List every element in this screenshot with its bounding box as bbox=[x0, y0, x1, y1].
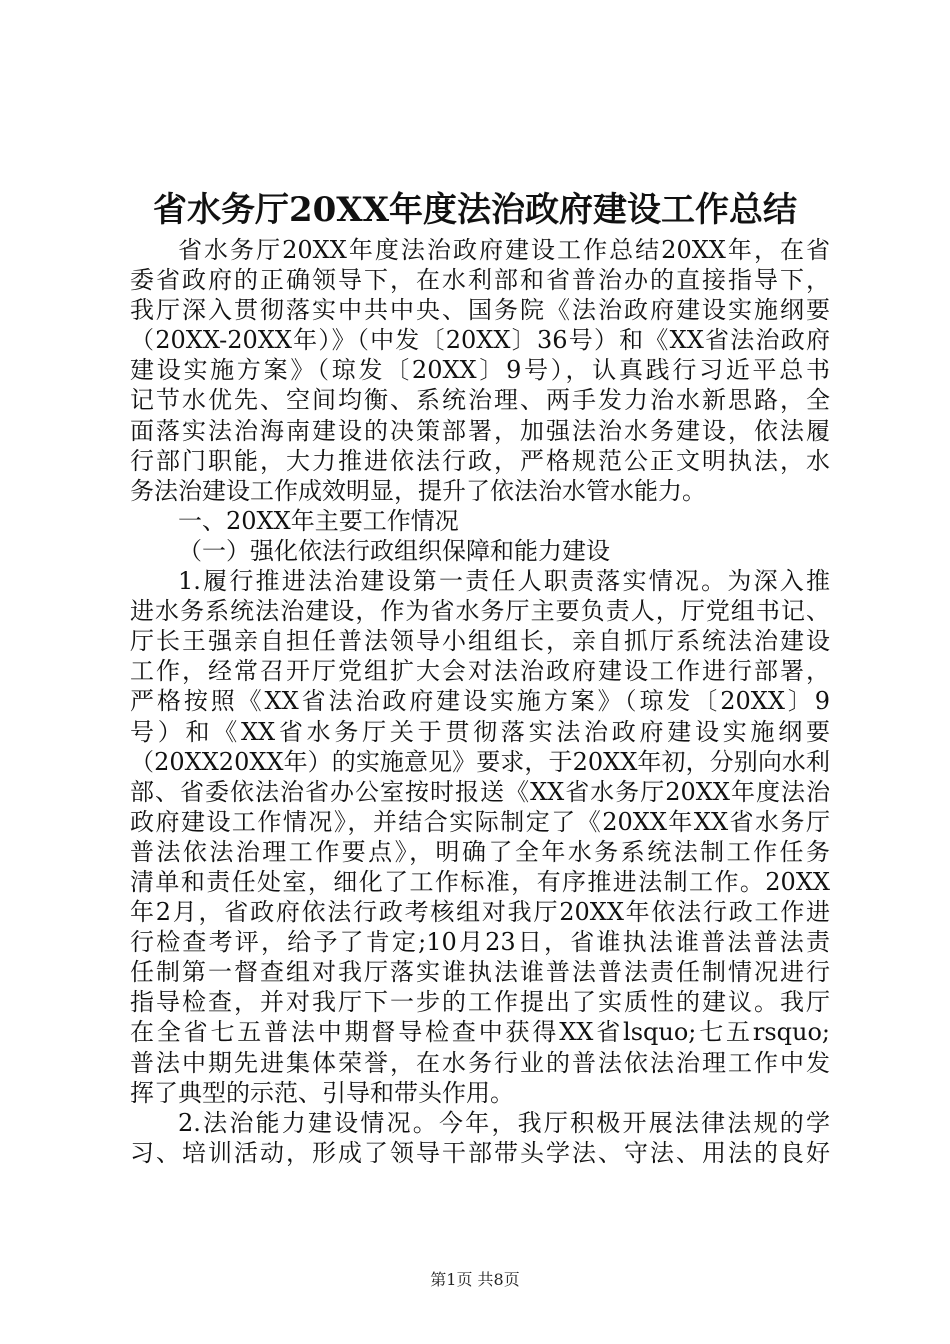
paragraph-line: 厅长王强亲自担任普法领导小组组长，亲自抓厅系统法治建设 bbox=[130, 627, 830, 656]
paragraph-line: 面落实法治海南建设的决策部署，加强法治水务建设，依法履 bbox=[130, 416, 830, 445]
paragraph-line: （20XX-20XX年）》（中发〔20XX〕36号）和《XX省法治政府 bbox=[130, 326, 830, 355]
paragraph-line: 2.法治能力建设情况。今年，我厅积极开展法律法规的学 bbox=[178, 1108, 830, 1137]
paragraph-line: 严格按照《XX省法治政府建设实施方案》（琼发〔20XX〕9 bbox=[130, 687, 830, 716]
paragraph-line: 记节水优先、空间均衡、系统治理、两手发力治水新思路，全 bbox=[130, 386, 830, 415]
paragraph-line: 行检查考评，给予了肯定;10月23日，省谁执法谁普法普法责 bbox=[130, 928, 830, 957]
paragraph-line: 进水务系统法治建设，作为省水务厅主要负责人，厅党组书记、 bbox=[130, 597, 830, 626]
document-title: 省水务厅20XX年度法治政府建设工作总结 bbox=[152, 190, 798, 230]
paragraph-line: 工作，经常召开厅党组扩大会对法治政府建设工作进行部署， bbox=[130, 657, 830, 686]
paragraph-line: 普法中期先进集体荣誉，在水务行业的普法依法治理工作中发 bbox=[130, 1048, 830, 1077]
paragraph-line: 清单和责任处室，细化了工作标准，有序推进法制工作。20XX bbox=[130, 867, 830, 896]
paragraph-line: 年2月，省政府依法行政考核组对我厅20XX年依法行政工作进 bbox=[130, 898, 830, 927]
subsection-heading: （一）强化依法行政组织保障和能力建设 bbox=[178, 536, 610, 565]
paragraph-line: 我厅深入贯彻落实中共中央、国务院《法治政府建设实施纲要 bbox=[130, 296, 830, 325]
page-number: 第1页 共8页 bbox=[430, 1270, 520, 1289]
paragraph-line: 习、培训活动，形成了领导干部带头学法、守法、用法的良好 bbox=[130, 1138, 830, 1167]
paragraph-line: 政府建设工作情况》，并结合实际制定了《20XX年XX省水务厅 bbox=[130, 807, 830, 836]
paragraph-line: 务法治建设工作成效明显，提升了依法治水管水能力。 bbox=[130, 476, 706, 505]
document-body bbox=[130, 235, 830, 1168]
paragraph-line: 行部门职能，大力推进依法行政，严格规范公正文明执法，水 bbox=[130, 446, 830, 475]
paragraph-line: 普法依法治理工作要点》，明确了全年水务系统法制工作任务 bbox=[130, 837, 830, 866]
paragraph-line: （20XX20XX年）的实施意见》要求，于20XX年初，分别向水利 bbox=[130, 747, 830, 776]
paragraph-line: 指导检查，并对我厅下一步的工作提出了实质性的建议。我厅 bbox=[130, 988, 830, 1017]
section-heading: 一、20XX年主要工作情况 bbox=[178, 506, 459, 535]
paragraph-line: 号）和《XX省水务厅关于贯彻落实法治政府建设实施纲要 bbox=[130, 717, 830, 746]
paragraph-line: 任制第一督查组对我厅落实谁执法谁普法普法责任制情况进行 bbox=[130, 958, 830, 987]
paragraph-line: 挥了典型的示范、引导和带头作用。 bbox=[130, 1078, 514, 1107]
paragraph-line: 省水务厅20XX年度法治政府建设工作总结20XX年，在省 bbox=[178, 236, 830, 264]
paragraph-line: 部、省委依法治省办公室按时报送《XX省水务厅20XX年度法治 bbox=[130, 777, 830, 806]
paragraph-line: 委省政府的正确领导下，在水利部和省普治办的直接指导下， bbox=[130, 266, 830, 295]
paragraph-line: 在全省七五普法中期督导检查中获得XX省lsquo;七五rsquo; bbox=[130, 1018, 830, 1047]
paragraph-line: 建设实施方案》（琼发〔20XX〕9号），认真践行习近平总书 bbox=[130, 356, 830, 385]
paragraph-line: 1.履行推进法治建设第一责任人职责落实情况。为深入推 bbox=[178, 567, 830, 596]
